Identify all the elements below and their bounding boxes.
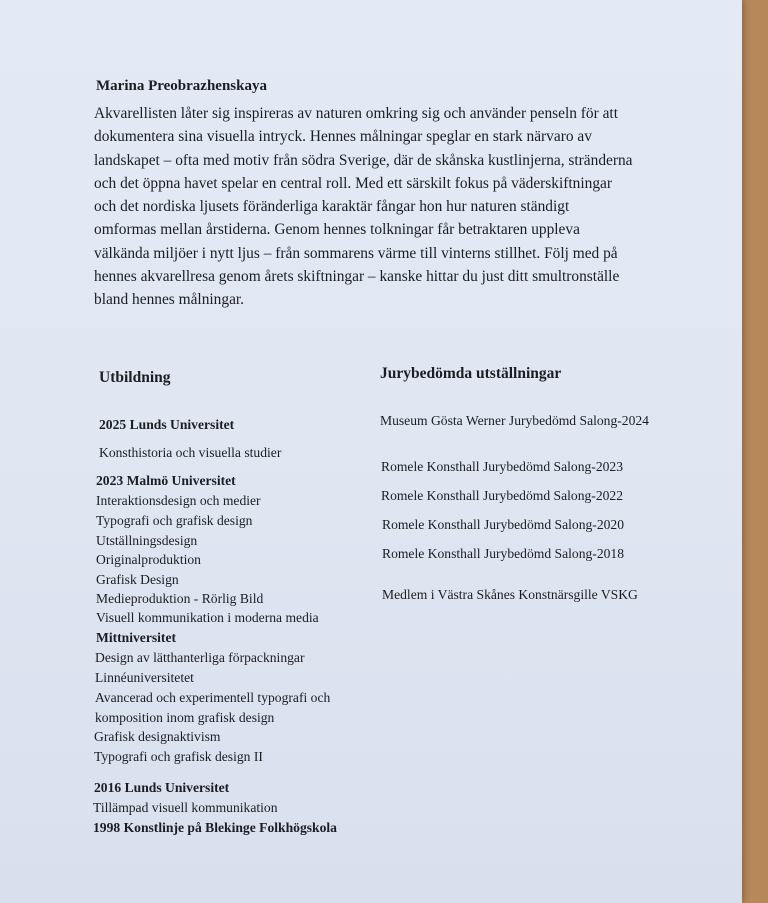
exhibition-line: Romele Konsthall Jurybedömd Salong-2022	[381, 488, 624, 503]
education-line: Typografi och grafisk design II	[94, 749, 263, 764]
education-line: Konsthistoria och visuella studier	[99, 445, 282, 460]
education-heading: Utbildning	[99, 369, 171, 386]
education-line: Interaktionsdesign och medier	[96, 493, 261, 508]
education-line: Avancerad och experimentell typografi och komposition inom grafisk design	[95, 690, 331, 725]
artist-bio: Akvarellisten låter sig inspireras av naturen omkring sig och använder penseln för att dokumentera sina visuella intryck. Hennes målningar speglar en stark närvaro av landskapet – ofta med motiv från södra Sverige, där de skånska kustlinjerna, stränderna och det öppna havet spelar en central roll. Med ett särskilt fokus på väderskiftningar och det nordiska ljusets föränderliga karaktär fångar hon hur naturen ständigt omformas mellan årstiderna. Genom hennes tolkningar får betraktaren uppleva välkända miljöer i nytt ljus – från sommarens värme till vinterns stillhet. Följ med på hennes akvarellresa genom årets skiftningar – kanske hittar du just ditt smultronställe bland hennes målningar.	[94, 105, 633, 309]
education-line: 2016 Lunds Universitet	[94, 780, 230, 795]
education-line: Linnéuniversitetet	[95, 670, 194, 685]
education-line: Grafisk designaktivism	[94, 729, 221, 744]
education-line: 2023 Malmö Universitet	[96, 473, 236, 488]
exhibition-line: Museum Gösta Werner Jurybedömd Salong-2024	[380, 413, 649, 428]
education-line: 2025 Lunds Universitet	[99, 417, 235, 432]
exhibition-line: Medlem i Västra Skånes Konstnärsgille VSKG	[382, 587, 638, 602]
education-line: Originalproduktion	[96, 552, 201, 567]
education-line: Tillämpad visuell kommunikation	[93, 800, 278, 815]
education-line: Grafisk Design	[96, 572, 179, 587]
exhibitions-heading: Jurybedömda utställningar	[380, 365, 562, 382]
education-line: Visuell kommunikation i moderna media	[96, 610, 319, 625]
artist-name: Marina Preobrazhenskaya	[96, 78, 267, 94]
education-line: 1998 Konstlinje på Blekinge Folkhögskola	[93, 820, 337, 835]
education-line: Utställningsdesign	[96, 533, 198, 548]
education-line: Design av lätthanterliga förpackningar	[95, 650, 305, 665]
exhibition-line: Romele Konsthall Jurybedömd Salong-2020	[382, 517, 625, 532]
exhibition-line: Romele Konsthall Jurybedömd Salong-2018	[382, 546, 625, 561]
education-line: Medieproduktion - Rörlig Bild	[96, 591, 264, 606]
exhibition-line: Romele Konsthall Jurybedömd Salong-2023	[381, 459, 624, 474]
education-line: Typografi och grafisk design	[96, 513, 253, 528]
education-line: Mittniversitet	[96, 630, 177, 645]
